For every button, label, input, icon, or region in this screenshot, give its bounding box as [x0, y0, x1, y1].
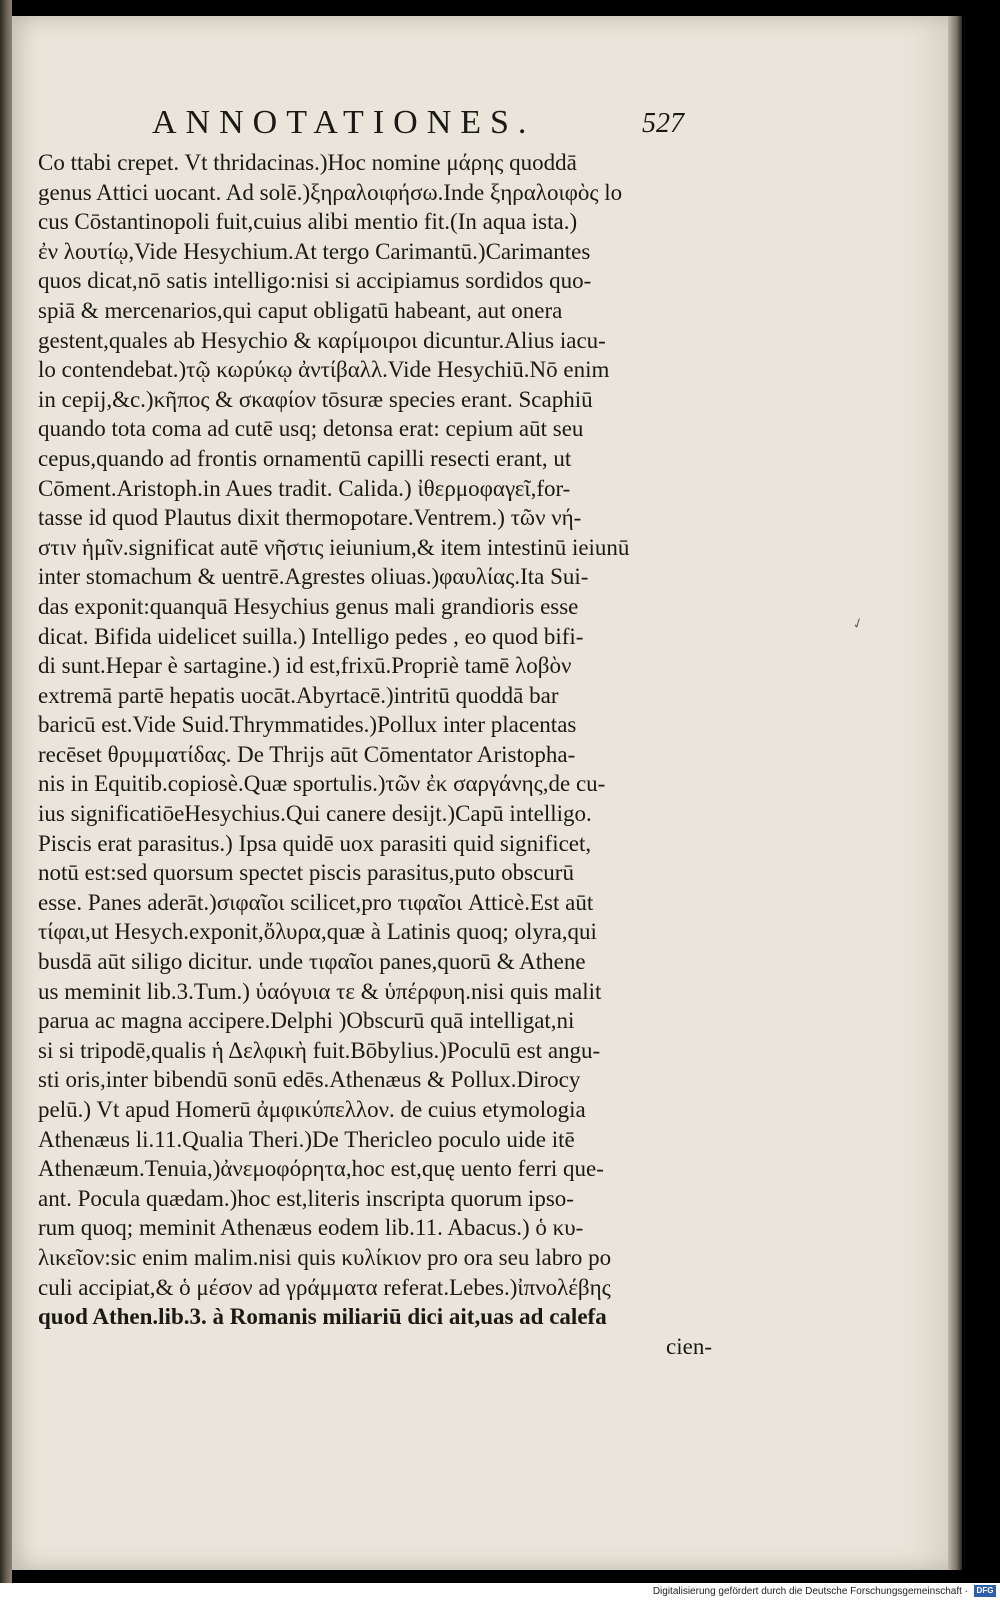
text-line: τίφαι,ut Hesych.exponit,ὄλυρα,quæ à Latinis quoq; olyra,qui [38, 919, 597, 945]
text-line: us meminit lib.3.Tum.) ὑαόγυια τε & ὑπέρφυη.nisi quis malit [38, 978, 602, 1004]
text-line: quando tota coma ad cutē usq; detonsa erat: cepium aūt seu [38, 416, 584, 442]
text-line: di sunt.Hepar è sartagine.) id est,frixū.Propriè tamē λοβὸν [38, 653, 572, 679]
text-line: Athenæus li.11.Qualia Theri.)De Thericleo poculo uide itē [38, 1126, 575, 1152]
text-line: Cōment.Aristoph.in Aues tradit. Calida.) ἰθερμοφαγεῖ,for- [38, 475, 571, 501]
text-line: recēset θρυμματίδας. De Thrijs aūt Cōmentator Aristopha- [38, 741, 576, 767]
text-line: ius significatiōeHesychius.Qui canere desijt.)Capū intelligo. [38, 801, 592, 827]
text-line: culi accipiat,& ὁ μέσον ad γράμματα referat.Lebes.)ἰπνολέβης [38, 1274, 611, 1300]
dfg-logo: DFG [974, 1585, 996, 1597]
text-line: parua ac magna accipere.Delphi )Obscurū quā intelligat,ni [38, 1008, 575, 1034]
catchword: cien- [666, 1333, 712, 1359]
text-line: rum quoq; meminit Athenæus eodem lib.11. Abacus.) ὁ κυ- [38, 1215, 584, 1241]
page-spine-edge [948, 16, 962, 1570]
text-line: cepus,quando ad frontis ornamentū capilli resecti erant, ut [38, 445, 572, 471]
text-line: λικεῖον:sic enim malim.nisi quis κυλίκιον pro ora seu labro po [38, 1244, 612, 1270]
text-line: quod Athen.lib.3. à Romanis miliariū dici ait,uas ad calefa [38, 1304, 607, 1330]
text-line: baricū est.Vide Suid.Thrymmatides.)Pollux inter placentas [38, 712, 577, 738]
book-page [12, 16, 950, 1570]
text-line: dicat. Bifida uidelicet suilla.) Intelligo pedes , eo quod bifi- [38, 623, 584, 649]
text-line: ant. Pocula quædam.)hoc est,literis inscripta quorum ipso- [38, 1185, 574, 1211]
text-line: pelū.) Vt apud Homerū ἀμφικύπελλον. de cuius etymologia [38, 1097, 586, 1122]
text-line: στιν ἡμῖν.significat autē νῆστις ieiunium,& item intestinū ieiunū [38, 534, 630, 560]
text-line: ἐν λουτίῳ,Vide Hesychium.At tergo Carimantū.)Carimantes [38, 238, 591, 264]
annotation-text-block [38, 148, 730, 1361]
text-line: Piscis erat parasitus.) Ipsa quidē uox parasiti quid significet, [38, 830, 592, 856]
text-line: quos dicat,nō satis intelligo:nisi si accipiamus sordidos quo- [38, 268, 592, 294]
text-line: tasse id quod Plautus dixit thermopotare.Ventrem.) τῶν νή- [38, 505, 582, 531]
text-line: lo contendebat.)τῷ κωρύκῳ ἀντίβαλλ.Vide Hesychiū.Nō enim [38, 357, 610, 383]
digitization-credit: Digitalisierung gefördert durch die Deutsche Forschungsgemeinschaft · [652, 1586, 968, 1597]
text-line: Athenæum.Tenuia,)ἀνεμοφόρητα,hoc est,quę uento ferri que- [38, 1156, 604, 1182]
text-line: cus Cōstantinopoli fuit,cuius alibi mentio fit.(In aqua ista.) [38, 209, 578, 235]
margin-mark-icon: ✓ [849, 614, 867, 634]
text-line: extremā partē hepatis uocāt.Abyrtacē.)intritū quoddā bar [38, 682, 559, 708]
text-line: das exponit:quanquā Hesychius genus mali grandioris esse [38, 593, 579, 619]
running-head: ANNOTATIONES. [152, 104, 536, 141]
text-line: genus Attici uocant. Ad solē.)ξηραλοιφήσω.Inde ξηραλοιφὸς lo [38, 179, 623, 205]
text-line: busdā aūt siligo dicitur. unde τιφαῖοι panes,quorū & Athene [38, 949, 586, 975]
page-left-edge [0, 0, 12, 1585]
text-line: esse. Panes aderāt.)σιφαῖοι scilicet,pro τιφαῖοι Atticè.Est aūt [38, 889, 594, 915]
text-line: inter stomachum & uentrē.Agrestes oliuas.)φαυλίας.Ita Sui- [38, 564, 589, 590]
text-line: Co ttabi crepet. Vt thridacinas.)Hoc nomine μάρης quoddā [38, 150, 577, 175]
text-line: si si tripodē,qualis ἡ Δελφικὴ fuit.Bōbylius.)Poculū est angu- [38, 1037, 601, 1063]
text-line: in cepij,&c.)κῆπος & σκαφίον tōsuræ species erant. Scaphiū [38, 386, 593, 412]
text-line: notū est:sed quorsum spectet piscis parasitus,puto obscurū [38, 860, 574, 886]
text-line: nis in Equitib.copiosè.Quæ sportulis.)τῶν ἐκ σαργάνης,de cu- [38, 771, 606, 797]
text-line: sti oris,inter bibendū sonū edēs.Athenæus & Pollux.Dirocy [38, 1067, 581, 1093]
text-line: gestent,quales ab Hesychio & καρίμοιροι dicuntur.Alius iacu- [38, 327, 606, 353]
page-number: 527 [642, 108, 684, 139]
text-line: spiā & mercenarios,qui caput obligatū habeant, aut onera [38, 297, 563, 323]
